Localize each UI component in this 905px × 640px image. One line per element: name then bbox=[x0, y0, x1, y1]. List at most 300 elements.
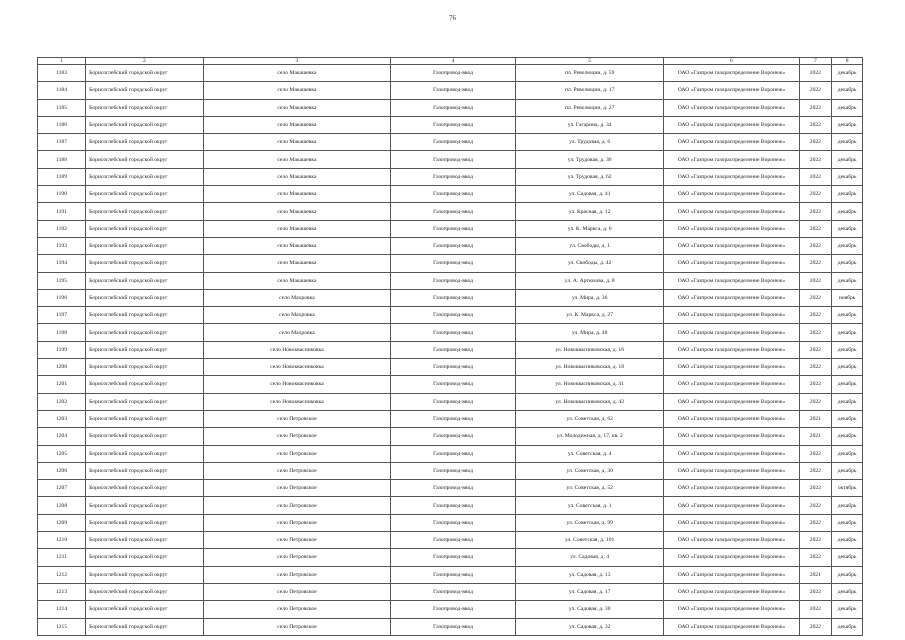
object-type-cell: Газопровод-ввод bbox=[391, 462, 516, 479]
year-cell: 2022 bbox=[799, 583, 832, 600]
row-number-cell: 1203 bbox=[38, 410, 86, 427]
month-cell: декабрь bbox=[832, 497, 863, 514]
month-cell: декабрь bbox=[832, 410, 863, 427]
operator-cell: ОАО «Газпром газораспределение Воронеж» bbox=[664, 168, 799, 185]
address-cell: ул. Новоквасниковская, д. 41 bbox=[515, 376, 663, 393]
table-row bbox=[38, 134, 863, 151]
object-type-cell: Газопровод-ввод bbox=[391, 359, 516, 376]
table-row bbox=[38, 324, 863, 341]
row-number-cell: 1196 bbox=[38, 289, 86, 306]
month-cell: октябрь bbox=[832, 480, 863, 497]
address-cell: ул. К. Маркса, д. 27 bbox=[515, 307, 663, 324]
year-cell: 2022 bbox=[799, 480, 832, 497]
month-cell: декабрь bbox=[832, 220, 863, 237]
object-type-cell: Газопровод-ввод bbox=[391, 134, 516, 151]
address-cell: ул. Гагарина, д. 34 bbox=[515, 116, 663, 133]
row-number-cell: 1193 bbox=[38, 237, 86, 254]
table-row bbox=[38, 82, 863, 99]
month-cell: декабрь bbox=[832, 549, 863, 566]
settlement-cell: село Петровское bbox=[203, 462, 390, 479]
year-cell: 2022 bbox=[799, 82, 832, 99]
district-cell: Борисоглебский городской округ bbox=[86, 601, 204, 618]
settlement-cell: село Петровское bbox=[203, 410, 390, 427]
table-row bbox=[38, 272, 863, 289]
row-number-cell: 1201 bbox=[38, 376, 86, 393]
row-number-cell: 1211 bbox=[38, 549, 86, 566]
object-type-cell: Газопровод-ввод bbox=[391, 289, 516, 306]
object-type-cell: Газопровод-ввод bbox=[391, 480, 516, 497]
month-cell: декабрь bbox=[832, 82, 863, 99]
address-cell: ул. Новоквасниковская, д. 42 bbox=[515, 393, 663, 410]
district-cell: Борисоглебский городской округ bbox=[86, 186, 204, 203]
address-cell: ул. Трудовая, д. 62 bbox=[515, 168, 663, 185]
month-cell: декабрь bbox=[832, 341, 863, 358]
object-type-cell: Газопровод-ввод bbox=[391, 393, 516, 410]
year-cell: 2022 bbox=[799, 532, 832, 549]
row-number-cell: 1199 bbox=[38, 341, 86, 358]
address-cell: ул. Мира, д. 48 bbox=[515, 324, 663, 341]
district-cell: Борисоглебский городской округ bbox=[86, 289, 204, 306]
address-cell: ул. Молодежная, д. 17, кв. 2 bbox=[515, 428, 663, 445]
object-type-cell: Газопровод-ввод bbox=[391, 65, 516, 82]
year-cell: 2022 bbox=[799, 341, 832, 358]
district-cell: Борисоглебский городской округ bbox=[86, 428, 204, 445]
address-cell: пл. Революции, д. 17 bbox=[515, 82, 663, 99]
settlement-cell: село Макашевка bbox=[203, 272, 390, 289]
row-number-cell: 1215 bbox=[38, 618, 86, 635]
table-row bbox=[38, 462, 863, 479]
row-number-cell: 1209 bbox=[38, 514, 86, 531]
district-cell: Борисоглебский городской округ bbox=[86, 99, 204, 116]
object-type-cell: Газопровод-ввод bbox=[391, 566, 516, 583]
district-cell: Борисоглебский городской округ bbox=[86, 82, 204, 99]
address-cell: ул. Садовая, д. 17 bbox=[515, 583, 663, 600]
year-cell: 2022 bbox=[799, 272, 832, 289]
address-cell: ул. Советская, д. 52 bbox=[515, 480, 663, 497]
month-cell: декабрь bbox=[832, 65, 863, 82]
address-cell: ул. А. Артюхова, д. 8 bbox=[515, 272, 663, 289]
settlement-cell: село Махровка bbox=[203, 289, 390, 306]
operator-cell: ОАО «Газпром газораспределение Воронеж» bbox=[664, 255, 799, 272]
table-row bbox=[38, 289, 863, 306]
object-type-cell: Газопровод-ввод bbox=[391, 324, 516, 341]
month-cell: декабрь bbox=[832, 532, 863, 549]
table-row bbox=[38, 65, 863, 82]
settlement-cell: село Макашевка bbox=[203, 116, 390, 133]
object-type-cell: Газопровод-ввод bbox=[391, 428, 516, 445]
table-row bbox=[38, 497, 863, 514]
year-cell: 2021 bbox=[799, 410, 832, 427]
year-cell: 2022 bbox=[799, 255, 832, 272]
district-cell: Борисоглебский городской округ bbox=[86, 220, 204, 237]
operator-cell: ОАО «Газпром газораспределение Воронеж» bbox=[664, 203, 799, 220]
year-cell: 2021 bbox=[799, 566, 832, 583]
address-cell: ул. Мира, д. 36 bbox=[515, 289, 663, 306]
year-cell: 2022 bbox=[799, 289, 832, 306]
district-cell: Борисоглебский городской округ bbox=[86, 583, 204, 600]
district-cell: Борисоглебский городской округ bbox=[86, 168, 204, 185]
operator-cell: ОАО «Газпром газораспределение Воронеж» bbox=[664, 289, 799, 306]
month-cell: декабрь bbox=[832, 272, 863, 289]
settlement-cell: село Петровское bbox=[203, 514, 390, 531]
address-cell: ул. Трудовая, д. 36 bbox=[515, 151, 663, 168]
table-row bbox=[38, 203, 863, 220]
object-type-cell: Газопровод-ввод bbox=[391, 618, 516, 635]
district-cell: Борисоглебский городской округ bbox=[86, 445, 204, 462]
year-cell: 2022 bbox=[799, 324, 832, 341]
table-row bbox=[38, 151, 863, 168]
settlement-cell: село Петровское bbox=[203, 618, 390, 635]
address-cell: ул. К. Маркса, д. 6 bbox=[515, 220, 663, 237]
month-cell: декабрь bbox=[832, 583, 863, 600]
month-cell: декабрь bbox=[832, 376, 863, 393]
row-number-cell: 1212 bbox=[38, 566, 86, 583]
operator-cell: ОАО «Газпром газораспределение Воронеж» bbox=[664, 393, 799, 410]
month-cell: декабрь bbox=[832, 514, 863, 531]
table-row bbox=[38, 549, 863, 566]
settlement-cell: село Петровское bbox=[203, 532, 390, 549]
row-number-cell: 1208 bbox=[38, 497, 86, 514]
operator-cell: ОАО «Газпром газораспределение Воронеж» bbox=[664, 445, 799, 462]
object-type-cell: Газопровод-ввод bbox=[391, 203, 516, 220]
object-type-cell: Газопровод-ввод bbox=[391, 237, 516, 254]
row-number-cell: 1192 bbox=[38, 220, 86, 237]
operator-cell: ОАО «Газпром газораспределение Воронеж» bbox=[664, 532, 799, 549]
address-cell: ул. Советская, д. 1 bbox=[515, 497, 663, 514]
month-cell: декабрь bbox=[832, 186, 863, 203]
district-cell: Борисоглебский городской округ bbox=[86, 376, 204, 393]
district-cell: Борисоглебский городской округ bbox=[86, 203, 204, 220]
settlement-cell: село Петровское bbox=[203, 497, 390, 514]
address-cell: ул. Советская, д. 4 bbox=[515, 445, 663, 462]
settlement-cell: село Макашевка bbox=[203, 237, 390, 254]
month-cell: декабрь bbox=[832, 359, 863, 376]
settlement-cell: село Макашевка bbox=[203, 220, 390, 237]
object-type-cell: Газопровод-ввод bbox=[391, 376, 516, 393]
month-cell: декабрь bbox=[832, 255, 863, 272]
object-type-cell: Газопровод-ввод bbox=[391, 583, 516, 600]
year-cell: 2022 bbox=[799, 359, 832, 376]
object-type-cell: Газопровод-ввод bbox=[391, 168, 516, 185]
district-cell: Борисоглебский городской округ bbox=[86, 497, 204, 514]
row-number-cell: 1194 bbox=[38, 255, 86, 272]
column-number-5: 5 bbox=[515, 58, 663, 65]
address-cell: ул. Новоквасниковская, д. 16 bbox=[515, 341, 663, 358]
object-type-cell: Газопровод-ввод bbox=[391, 307, 516, 324]
district-cell: Борисоглебский городской округ bbox=[86, 532, 204, 549]
object-type-cell: Газопровод-ввод bbox=[391, 255, 516, 272]
district-cell: Борисоглебский городской округ bbox=[86, 134, 204, 151]
district-cell: Борисоглебский городской округ bbox=[86, 272, 204, 289]
operator-cell: ОАО «Газпром газораспределение Воронеж» bbox=[664, 428, 799, 445]
object-type-cell: Газопровод-ввод bbox=[391, 272, 516, 289]
row-number-cell: 1190 bbox=[38, 186, 86, 203]
settlement-cell: село Новоквасниковка bbox=[203, 341, 390, 358]
table-row bbox=[38, 428, 863, 445]
settlement-cell: село Макашевка bbox=[203, 99, 390, 116]
row-number-cell: 1214 bbox=[38, 601, 86, 618]
address-cell: ул. Садовая, д. 4 bbox=[515, 549, 663, 566]
operator-cell: ОАО «Газпром газораспределение Воронеж» bbox=[664, 186, 799, 203]
operator-cell: ОАО «Газпром газораспределение Воронеж» bbox=[664, 359, 799, 376]
operator-cell: ОАО «Газпром газораспределение Воронеж» bbox=[664, 324, 799, 341]
object-type-cell: Газопровод-ввод bbox=[391, 549, 516, 566]
object-type-cell: Газопровод-ввод bbox=[391, 116, 516, 133]
year-cell: 2022 bbox=[799, 237, 832, 254]
month-cell: декабрь bbox=[832, 151, 863, 168]
address-cell: ул. Советская, д. 99 bbox=[515, 514, 663, 531]
month-cell: декабрь bbox=[832, 566, 863, 583]
district-cell: Борисоглебский городской округ bbox=[86, 410, 204, 427]
object-type-cell: Газопровод-ввод bbox=[391, 445, 516, 462]
operator-cell: ОАО «Газпром газораспределение Воронеж» bbox=[664, 566, 799, 583]
year-cell: 2022 bbox=[799, 393, 832, 410]
district-cell: Борисоглебский городской округ bbox=[86, 462, 204, 479]
table-row bbox=[38, 445, 863, 462]
row-number-cell: 1183 bbox=[38, 65, 86, 82]
year-cell: 2022 bbox=[799, 462, 832, 479]
year-cell: 2022 bbox=[799, 549, 832, 566]
object-type-cell: Газопровод-ввод bbox=[391, 341, 516, 358]
object-type-cell: Газопровод-ввод bbox=[391, 514, 516, 531]
month-cell: декабрь bbox=[832, 134, 863, 151]
district-cell: Борисоглебский городской округ bbox=[86, 116, 204, 133]
operator-cell: ОАО «Газпром газораспределение Воронеж» bbox=[664, 583, 799, 600]
district-cell: Борисоглебский городской округ bbox=[86, 255, 204, 272]
row-number-cell: 1186 bbox=[38, 116, 86, 133]
month-cell: декабрь bbox=[832, 462, 863, 479]
object-type-cell: Газопровод-ввод bbox=[391, 99, 516, 116]
year-cell: 2022 bbox=[799, 376, 832, 393]
table-row bbox=[38, 99, 863, 116]
page-number: 76 bbox=[449, 14, 456, 22]
row-number-cell: 1188 bbox=[38, 151, 86, 168]
settlement-cell: село Петровское bbox=[203, 583, 390, 600]
table-row bbox=[38, 601, 863, 618]
object-type-cell: Газопровод-ввод bbox=[391, 410, 516, 427]
settlement-cell: село Петровское bbox=[203, 549, 390, 566]
address-cell: ул. Свободы, д. 1 bbox=[515, 237, 663, 254]
object-type-cell: Газопровод-ввод bbox=[391, 220, 516, 237]
district-cell: Борисоглебский городской округ bbox=[86, 359, 204, 376]
month-cell: декабрь bbox=[832, 203, 863, 220]
district-cell: Борисоглебский городской округ bbox=[86, 307, 204, 324]
table-row bbox=[38, 168, 863, 185]
operator-cell: ОАО «Газпром газораспределение Воронеж» bbox=[664, 272, 799, 289]
table-row bbox=[38, 341, 863, 358]
row-number-cell: 1184 bbox=[38, 82, 86, 99]
column-number-2: 2 bbox=[86, 58, 204, 65]
row-number-cell: 1205 bbox=[38, 445, 86, 462]
operator-cell: ОАО «Газпром газораспределение Воронеж» bbox=[664, 376, 799, 393]
settlement-cell: село Макашевка bbox=[203, 134, 390, 151]
year-cell: 2022 bbox=[799, 445, 832, 462]
settlement-cell: село Махровка bbox=[203, 307, 390, 324]
table-row bbox=[38, 410, 863, 427]
address-cell: ул. Новоквасниковская, д. 18 bbox=[515, 359, 663, 376]
operator-cell: ОАО «Газпром газораспределение Воронеж» bbox=[664, 497, 799, 514]
row-number-cell: 1207 bbox=[38, 480, 86, 497]
address-cell: ул. Советская, д. 30 bbox=[515, 462, 663, 479]
year-cell: 2022 bbox=[799, 168, 832, 185]
district-cell: Борисоглебский городской округ bbox=[86, 566, 204, 583]
object-type-cell: Газопровод-ввод bbox=[391, 186, 516, 203]
row-number-cell: 1198 bbox=[38, 324, 86, 341]
month-cell: ноябрь bbox=[832, 289, 863, 306]
settlement-cell: село Петровское bbox=[203, 428, 390, 445]
address-cell: ул. Садовая, д. 41 bbox=[515, 186, 663, 203]
district-cell: Борисоглебский городской округ bbox=[86, 514, 204, 531]
row-number-cell: 1187 bbox=[38, 134, 86, 151]
operator-cell: ОАО «Газпром газораспределение Воронеж» bbox=[664, 480, 799, 497]
table-row bbox=[38, 307, 863, 324]
table-row bbox=[38, 480, 863, 497]
settlement-cell: село Петровское bbox=[203, 601, 390, 618]
column-number-7: 7 bbox=[799, 58, 832, 65]
object-type-cell: Газопровод-ввод bbox=[391, 497, 516, 514]
year-cell: 2022 bbox=[799, 601, 832, 618]
column-number-4: 4 bbox=[391, 58, 516, 65]
month-cell: декабрь bbox=[832, 307, 863, 324]
settlement-cell: село Макашевка bbox=[203, 203, 390, 220]
district-cell: Борисоглебский городской округ bbox=[86, 618, 204, 635]
column-number-3: 3 bbox=[203, 58, 390, 65]
row-number-cell: 1202 bbox=[38, 393, 86, 410]
month-cell: декабрь bbox=[832, 601, 863, 618]
address-cell: пл. Революции, д. 59 bbox=[515, 65, 663, 82]
month-cell: декабрь bbox=[832, 428, 863, 445]
settlement-cell: село Макашевка bbox=[203, 255, 390, 272]
month-cell: декабрь bbox=[832, 168, 863, 185]
row-number-cell: 1197 bbox=[38, 307, 86, 324]
month-cell: декабрь bbox=[832, 237, 863, 254]
operator-cell: ОАО «Газпром газораспределение Воронеж» bbox=[664, 65, 799, 82]
column-number-6: 6 bbox=[664, 58, 799, 65]
year-cell: 2022 bbox=[799, 186, 832, 203]
row-number-cell: 1206 bbox=[38, 462, 86, 479]
column-number-8: 8 bbox=[832, 58, 863, 65]
row-number-cell: 1189 bbox=[38, 168, 86, 185]
year-cell: 2022 bbox=[799, 134, 832, 151]
row-number-cell: 1200 bbox=[38, 359, 86, 376]
address-cell: ул. Садовая, д. 32 bbox=[515, 618, 663, 635]
object-type-cell: Газопровод-ввод bbox=[391, 151, 516, 168]
month-cell: декабрь bbox=[832, 324, 863, 341]
table-row bbox=[38, 186, 863, 203]
district-cell: Борисоглебский городской округ bbox=[86, 151, 204, 168]
object-type-cell: Газопровод-ввод bbox=[391, 82, 516, 99]
table-row bbox=[38, 359, 863, 376]
address-cell: ул. Садовая, д. 30 bbox=[515, 601, 663, 618]
settlement-cell: село Макашевка bbox=[203, 151, 390, 168]
table-row bbox=[38, 255, 863, 272]
address-cell: пл. Революции, д. 27 bbox=[515, 99, 663, 116]
address-cell: ул. Советская, д. 62 bbox=[515, 410, 663, 427]
district-cell: Борисоглебский городской округ bbox=[86, 480, 204, 497]
operator-cell: ОАО «Газпром газораспределение Воронеж» bbox=[664, 462, 799, 479]
year-cell: 2022 bbox=[799, 65, 832, 82]
year-cell: 2022 bbox=[799, 203, 832, 220]
address-cell: ул. Свободы, д. 42 bbox=[515, 255, 663, 272]
settlement-cell: село Макашевка bbox=[203, 82, 390, 99]
settlement-cell: село Макашевка bbox=[203, 186, 390, 203]
district-cell: Борисоглебский городской округ bbox=[86, 65, 204, 82]
year-cell: 2022 bbox=[799, 151, 832, 168]
table-row bbox=[38, 618, 863, 635]
table-row bbox=[38, 376, 863, 393]
operator-cell: ОАО «Газпром газораспределение Воронеж» bbox=[664, 601, 799, 618]
address-cell: ул. Советская, д. 101 bbox=[515, 532, 663, 549]
year-cell: 2022 bbox=[799, 618, 832, 635]
table-body bbox=[38, 65, 863, 636]
settlement-cell: село Макашевка bbox=[203, 65, 390, 82]
year-cell: 2022 bbox=[799, 497, 832, 514]
gas-pipeline-table bbox=[37, 57, 863, 636]
year-cell: 2021 bbox=[799, 428, 832, 445]
year-cell: 2022 bbox=[799, 116, 832, 133]
object-type-cell: Газопровод-ввод bbox=[391, 532, 516, 549]
operator-cell: ОАО «Газпром газораспределение Воронеж» bbox=[664, 116, 799, 133]
operator-cell: ОАО «Газпром газораспределение Воронеж» bbox=[664, 134, 799, 151]
month-cell: декабрь bbox=[832, 99, 863, 116]
settlement-cell: село Новоквасниковка bbox=[203, 359, 390, 376]
table-row bbox=[38, 237, 863, 254]
settlement-cell: село Петровское bbox=[203, 566, 390, 583]
operator-cell: ОАО «Газпром газораспределение Воронеж» bbox=[664, 99, 799, 116]
operator-cell: ОАО «Газпром газораспределение Воронеж» bbox=[664, 618, 799, 635]
table-row bbox=[38, 393, 863, 410]
column-number-1: 1 bbox=[38, 58, 86, 65]
address-cell: ул. Красная, д. 12 bbox=[515, 203, 663, 220]
table-row bbox=[38, 116, 863, 133]
row-number-cell: 1191 bbox=[38, 203, 86, 220]
operator-cell: ОАО «Газпром газораспределение Воронеж» bbox=[664, 341, 799, 358]
row-number-cell: 1185 bbox=[38, 99, 86, 116]
row-number-cell: 1210 bbox=[38, 532, 86, 549]
operator-cell: ОАО «Газпром газораспределение Воронеж» bbox=[664, 220, 799, 237]
year-cell: 2022 bbox=[799, 220, 832, 237]
year-cell: 2022 bbox=[799, 307, 832, 324]
settlement-cell: село Петровское bbox=[203, 445, 390, 462]
district-cell: Борисоглебский городской округ bbox=[86, 393, 204, 410]
operator-cell: ОАО «Газпром газораспределение Воронеж» bbox=[664, 549, 799, 566]
table-row bbox=[38, 514, 863, 531]
operator-cell: ОАО «Газпром газораспределение Воронеж» bbox=[664, 514, 799, 531]
object-type-cell: Газопровод-ввод bbox=[391, 601, 516, 618]
address-cell: ул. Трудовая, д. 6 bbox=[515, 134, 663, 151]
operator-cell: ОАО «Газпром газораспределение Воронеж» bbox=[664, 151, 799, 168]
settlement-cell: село Махровка bbox=[203, 324, 390, 341]
operator-cell: ОАО «Газпром газораспределение Воронеж» bbox=[664, 410, 799, 427]
settlement-cell: село Новоквасниковка bbox=[203, 393, 390, 410]
month-cell: декабрь bbox=[832, 116, 863, 133]
operator-cell: ОАО «Газпром газораспределение Воронеж» bbox=[664, 307, 799, 324]
table-row bbox=[38, 220, 863, 237]
year-cell: 2022 bbox=[799, 99, 832, 116]
table-row bbox=[38, 583, 863, 600]
district-cell: Борисоглебский городской округ bbox=[86, 341, 204, 358]
row-number-cell: 1195 bbox=[38, 272, 86, 289]
year-cell: 2022 bbox=[799, 514, 832, 531]
table-row bbox=[38, 532, 863, 549]
settlement-cell: село Петровское bbox=[203, 480, 390, 497]
settlement-cell: село Макашевка bbox=[203, 168, 390, 185]
operator-cell: ОАО «Газпром газораспределение Воронеж» bbox=[664, 82, 799, 99]
row-number-cell: 1204 bbox=[38, 428, 86, 445]
district-cell: Борисоглебский городской округ bbox=[86, 237, 204, 254]
district-cell: Борисоглебский городской округ bbox=[86, 549, 204, 566]
address-cell: ул. Садовая, д. 13 bbox=[515, 566, 663, 583]
